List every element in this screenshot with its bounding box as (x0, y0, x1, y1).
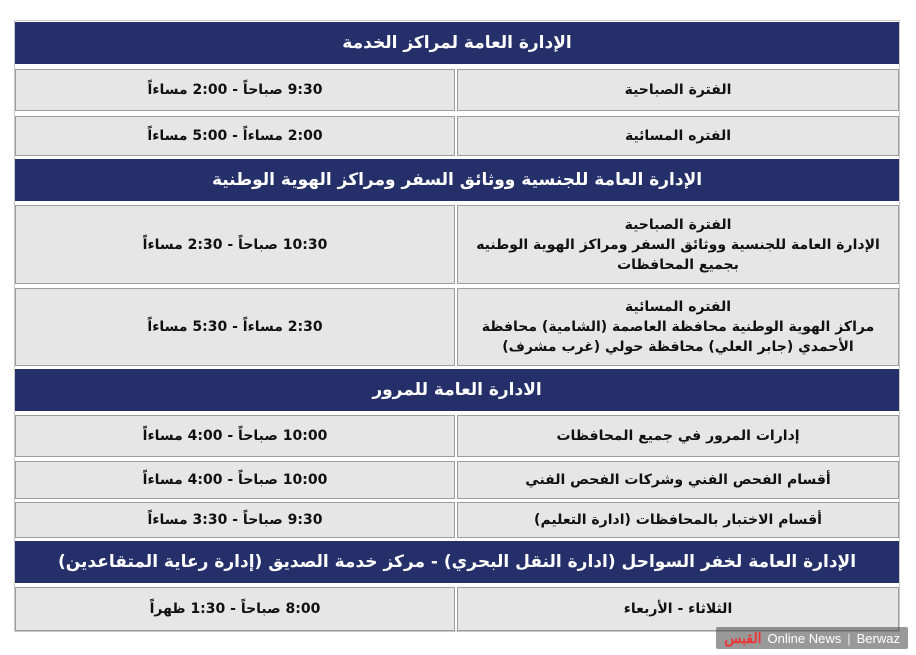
section-title: الإدارة العامة لخفر السواحل (ادارة النقل البحري) - مركز خدمة الصديق (إدارة رعاية المتقاعدين) (57, 552, 857, 572)
table-row (15, 69, 899, 111)
table-row (15, 461, 899, 499)
table-row (15, 502, 899, 538)
watermark-site: Berwaz (856, 630, 900, 646)
table-row (15, 205, 899, 284)
section-header-nationality (15, 158, 899, 202)
period-label (457, 205, 899, 284)
hours-value: 10:00 صباحاً - 4:00 مساءاً (15, 461, 455, 499)
period-label (457, 288, 899, 366)
section-title: الادارة العامة للمرور (372, 380, 542, 400)
period-label-line: الفتره المسائية (624, 299, 732, 315)
schedule-table (14, 20, 900, 632)
hours-value: 8:00 صباحاً - 1:30 ظهراً (15, 587, 455, 631)
period-label: إدارات المرور في جميع المحافظات (457, 415, 899, 457)
watermark-separator: | (847, 630, 851, 646)
section-title: الإدارة العامة لمراكز الخدمة (342, 33, 572, 53)
period-label: الفتره المسائية (457, 116, 899, 156)
hours-value: 10:30 صباحاً - 2:30 مساءاً (15, 205, 455, 284)
period-label: أقسام الاختبار بالمحافظات (ادارة التعليم) (457, 502, 899, 538)
watermark (716, 627, 908, 649)
watermark-brand: Online News (767, 630, 842, 646)
newspaper-logo: القبس (724, 629, 762, 646)
hours-value: 9:30 صباحاً - 2:00 مساءاً (15, 69, 455, 111)
section-title: الإدارة العامة للجنسية ووثائق السفر ومراكز الهوية الوطنية (211, 170, 703, 190)
hours-value: 9:30 صباحاً - 3:30 مساءاً (15, 502, 455, 538)
table-row (15, 415, 899, 457)
section-header-coast-guard (15, 540, 899, 584)
table-row (15, 288, 899, 366)
period-label-line: الفترة الصباحية (624, 216, 732, 233)
table-row (15, 587, 899, 631)
section-header-traffic (15, 368, 899, 412)
period-label: الفترة الصباحية (457, 69, 899, 111)
table-row (15, 116, 899, 156)
period-label-line: الأحمدي (جابر العلي) محافظة حولي (غرب مشرف) (502, 339, 854, 355)
hours-value: 2:30 مساءاً - 5:30 مساءاً (15, 288, 455, 366)
hours-value: 10:00 صباحاً - 4:00 مساءاً (15, 415, 455, 457)
section-header-service-centers (15, 21, 899, 65)
period-label-line: الإدارة العامة للجنسية ووثائق السفر ومراكز الهوية الوطنيه (476, 236, 880, 253)
hours-value: 2:00 مساءاً - 5:00 مساءاً (15, 116, 455, 156)
period-label: الثلاثاء - الأربعاء (457, 587, 899, 631)
period-label-line: بجميع المحافظات (617, 256, 739, 273)
period-label-line: مراكز الهوية الوطنية محافظة العاصمة (الشامية) محافظة (481, 319, 875, 335)
period-label: أقسام الفحص الفني وشركات الفحص الفني (457, 461, 899, 499)
